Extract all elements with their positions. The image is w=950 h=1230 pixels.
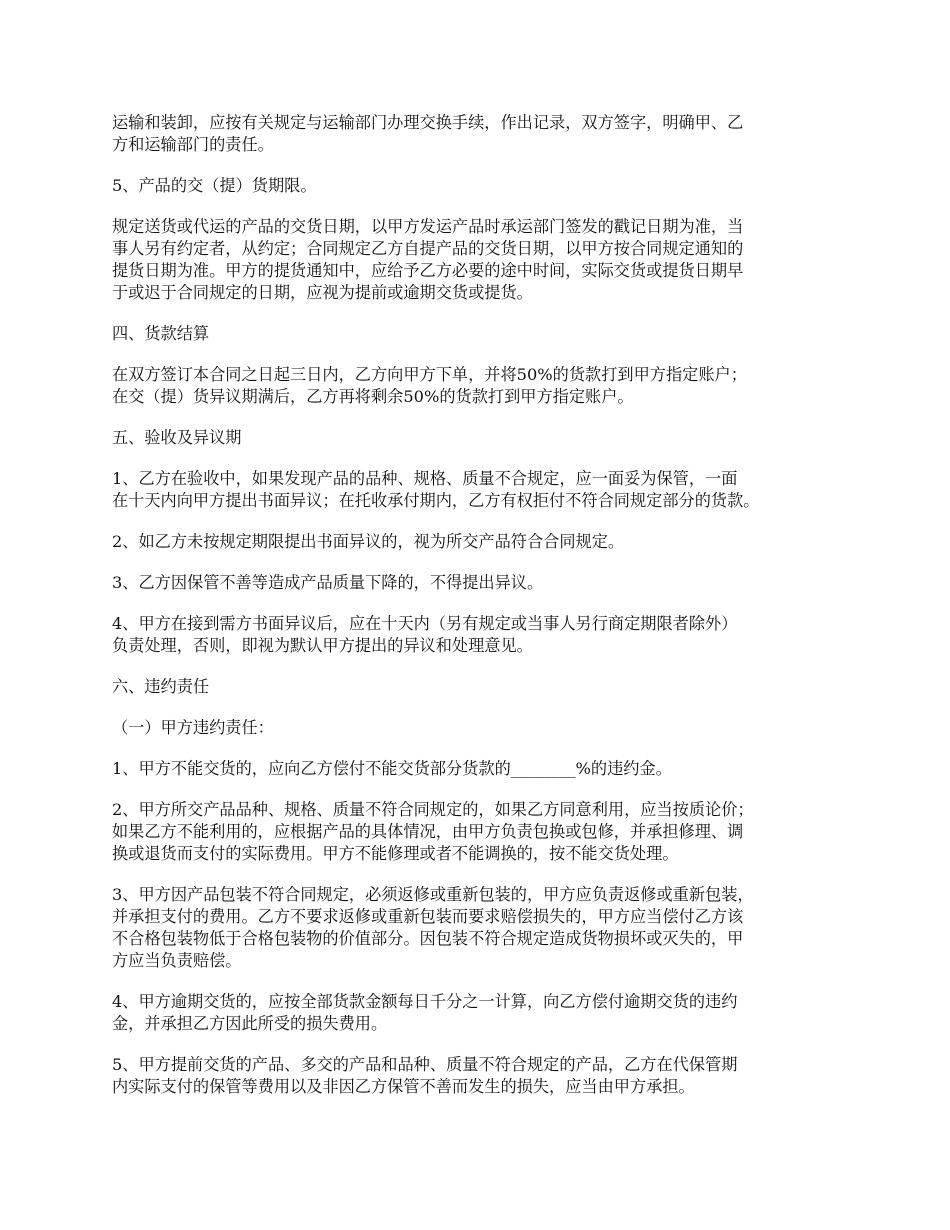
section-heading-payment: 四、货款结算 [112, 324, 210, 343]
paragraph-delivery-date: 规定送货或代运的产品的交货日期，以甲方发运产品时承运部门签发的戳记日期为准，当 事人另有约定者，从约定；合同规定乙方自提产品的交货日期，以甲方按合同规定通知的 提货日期为准。甲方的提货通知中，应给予乙方必要的途中时间，实际交货或提货日期早 于或迟于合同规定的日期，应视为提前或逾期交货或提货。 [112, 217, 744, 302]
document-page [112, 112, 848, 1117]
paragraph-liability-1: 1、甲方不能交货的，应向乙方偿付不能交货部分货款的________%的违约金。 [112, 759, 672, 778]
clause-delivery-period-heading: 5、产品的交（提）货期限。 [112, 176, 317, 195]
paragraph-inspection-4: 4、甲方在接到需方书面异议后，应在十天内（另有规定或当事人另行商定期限者除外） 负责处理，否则，即视为默认甲方提出的异议和处理意见。 [112, 614, 738, 655]
paragraph-payment-terms: 在双方签订本合同之日起三日内，乙方向甲方下单，并将50%的货款打到甲方指定账户； 在交（提）货异议期满后，乙方再将剩余50%的货款打到甲方指定账户。 [112, 365, 747, 406]
paragraph-liability-5: 5、甲方提前交货的产品、多交的产品和品种、质量不符合规定的产品，乙方在代保管期 内实际支付的保管等费用以及非因乙方保管不善而发生的损失，应当由甲方承担。 [112, 1055, 738, 1096]
paragraph-inspection-2: 2、如乙方未按规定期限提出书面异议的，视为所交产品符合合同规定。 [112, 532, 625, 551]
paragraph-inspection-1: 1、乙方在验收中，如果发现产品的品种、规格、质量不合规定，应一面妥为保管，一面 在十天内向甲方提出书面异议；在托收承付期内，乙方有权拒付不符合同规定部分的货款。 [112, 469, 760, 510]
paragraph-liability-2: 2、甲方所交产品品种、规格、质量不符合同规定的，如果乙方同意利用，应当按质论价； 如果乙方不能利用的，应根据产品的具体情况，由甲方负责包换或包修，并承担修理、调 换或退货而支付的实际费用。甲方不能修理或者不能调换的，按不能交货处理。 [112, 800, 754, 863]
paragraph-liability-3: 3、甲方因产品包装不符合同规定，必须返修或重新包装的，甲方应负责返修或重新包装， 并承担支付的费用。乙方不要求返修或重新包装而要求赔偿损失的，甲方应当偿付乙方该 不合格包装物低于合格包装物的价值部分。因包装不符合规定造成货物损坏或灭失的，甲 方应当负责赔偿。 [112, 885, 754, 970]
paragraph-inspection-3: 3、乙方因保管不善等造成产品质量下降的，不得提出异议。 [112, 573, 544, 592]
paragraph-liability-4: 4、甲方逾期交货的，应按全部货款金额每日千分之一计算，向乙方偿付逾期交货的违约 金，并承担乙方因此所受的损失费用。 [112, 992, 738, 1033]
section-heading-inspection: 五、验收及异议期 [112, 428, 242, 447]
section-heading-liability: 六、违约责任 [112, 677, 210, 696]
paragraph-transport-handover: 运输和装卸，应按有关规定与运输部门办理交换手续，作出记录，双方签字，明确甲、乙 方和运输部门的责任。 [112, 113, 744, 154]
subsection-heading-party-a: （一）甲方违约责任： [112, 718, 274, 737]
